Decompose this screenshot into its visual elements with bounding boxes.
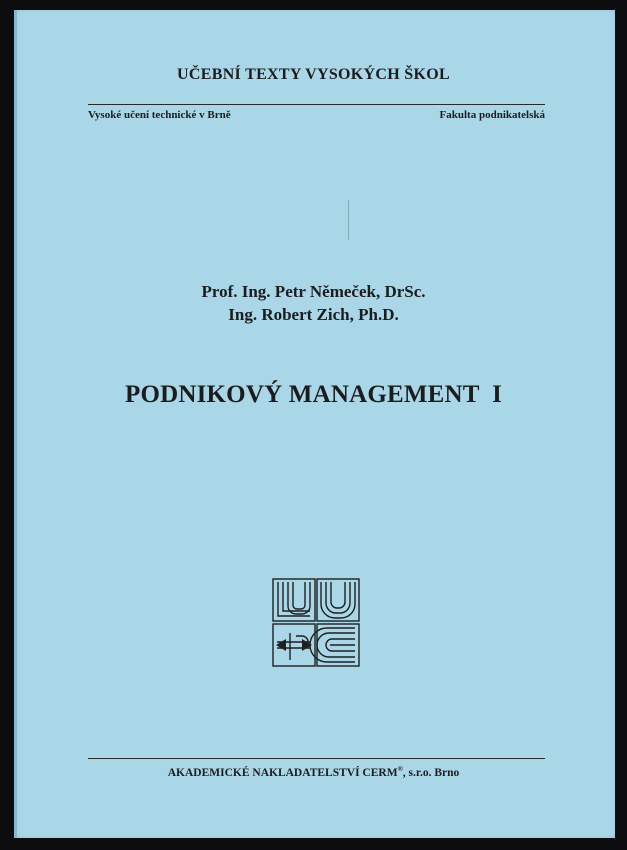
footer-divider [88,758,545,759]
cover-crease [348,200,349,240]
authors-block [0,280,627,326]
publisher-name: AKADEMICKÉ NAKLADATELSTVÍ CERM [167,766,398,779]
registered-mark: ® [397,765,403,773]
cover-edge [14,10,17,838]
vut-fp-logo-icon [272,578,360,668]
publisher-line [0,765,627,779]
author-1: Prof. Ing. Petr Němeček, DrSc. [201,282,426,301]
book-title: PODNIKOVÝ MANAGEMENT I [124,381,503,408]
university-name: Vysoké učení technické v Brně [88,109,231,121]
header-divider [88,104,545,105]
publisher-location: , s.r.o. Brno [402,766,460,779]
faculty-name: Fakulta podnikatelská [439,109,545,121]
book-cover [14,10,615,838]
author-2: Ing. Robert Zich, Ph.D. [228,305,399,324]
series-title: UČEBNÍ TEXTY VYSOKÝCH ŠKOL [177,66,450,83]
